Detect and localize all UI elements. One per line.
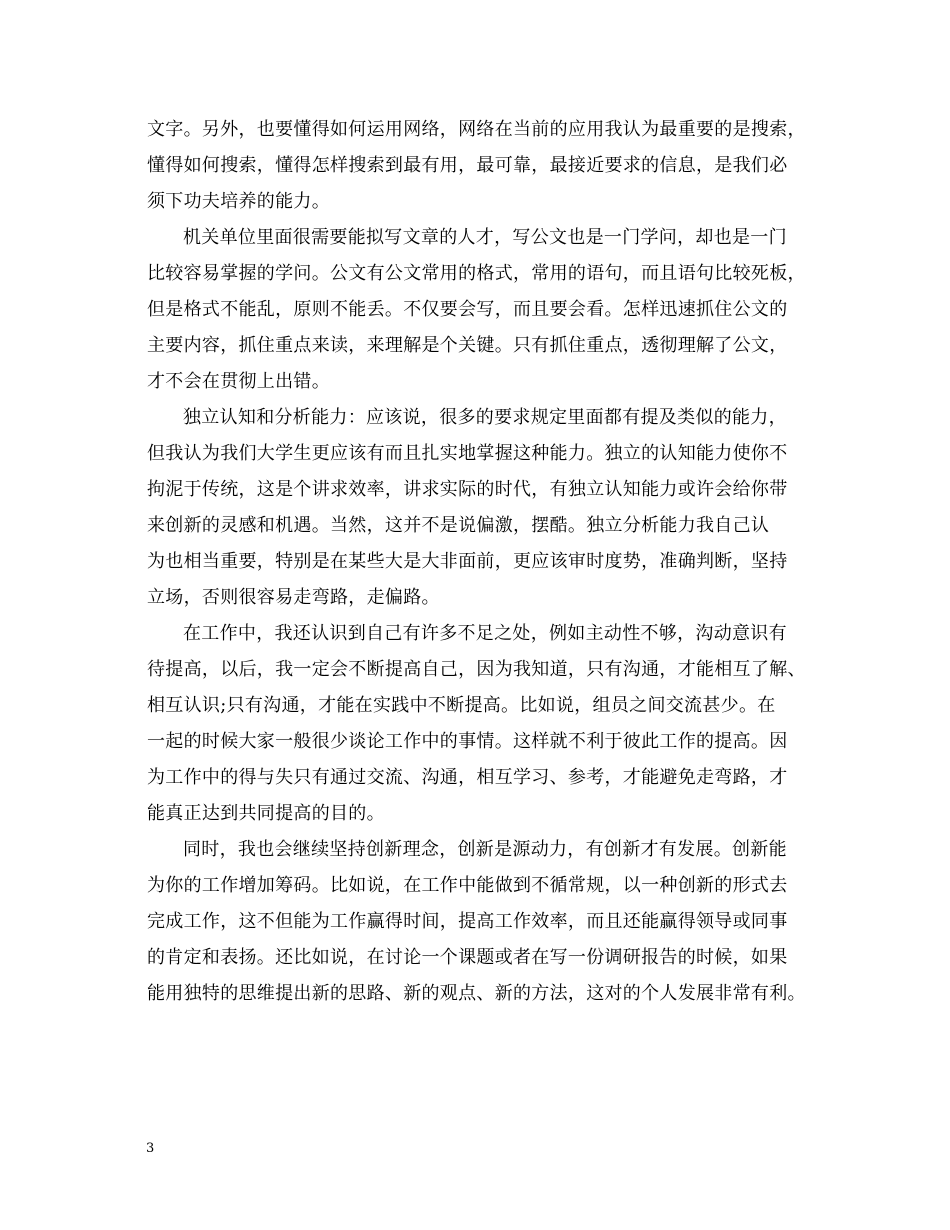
text-line: 来创新的灵感和机遇。当然，这并不是说偏激，摆酷。独立分析能力我自己认 bbox=[147, 515, 770, 536]
text-line: 比较容易掌握的学问。公文有公文常用的格式，常用的语句，而且语句比较死板， bbox=[147, 263, 806, 284]
text-line: 待提高，以后，我一定会不断提高自己，因为我知道，只有沟通，才能相互了解、 bbox=[147, 659, 806, 680]
text-line: 但是格式不能乱，原则不能丢。不仅要会写，而且要会看。怎样迅速抓住公文的 bbox=[147, 299, 788, 320]
text-line: 能真正达到共同提高的目的。 bbox=[147, 803, 385, 824]
text-line: 拘泥于传统，这是个讲求效率，讲求实际的时代，有独立认知能力或许会给你带 bbox=[147, 479, 788, 500]
text-line: 相互认识;只有沟通，才能在实践中不断提高。比如说，组员之间交流甚少。在 bbox=[147, 695, 776, 716]
text-line: 为工作中的得与失只有通过交流、沟通，相互学习、参考，才能避免走弯路，才 bbox=[147, 767, 788, 788]
paragraph-first-line: 同时，我也会继续坚持创新理念，创新是源动力，有创新才有发展。创新能 bbox=[183, 839, 787, 860]
page-number: 3 bbox=[146, 1141, 155, 1156]
paragraph-first-line: 独立认知和分析能力：应该说，很多的要求规定里面都有提及类似的能力， bbox=[183, 407, 787, 428]
paragraph-first-line: 在工作中，我还认识到自己有许多不足之处，例如主动性不够，沟动意识有 bbox=[183, 623, 787, 644]
text-line: 为你的工作增加筹码。比如说，在工作中能做到不循常规，以一种创新的形式去 bbox=[147, 875, 788, 896]
text-line: 的肯定和表扬。还比如说，在讨论一个课题或者在写一份调研报告的时候，如果 bbox=[147, 947, 788, 968]
text-line: 立场，否则很容易走弯路，走偏路。 bbox=[147, 587, 440, 608]
text-line: 懂得如何搜索，懂得怎样搜索到最有用，最可靠，最接近要求的信息，是我们必 bbox=[147, 155, 788, 176]
text-line: 主要内容，抓住重点来读，来理解是个关键。只有抓住重点，透彻理解了公文， bbox=[147, 335, 788, 356]
text-line: 但我认为我们大学生更应该有而且扎实地掌握这种能力。独立的认知能力使你不 bbox=[147, 443, 788, 464]
paragraph-first-line: 机关单位里面很需要能拟写文章的人才，写公文也是一门学问，却也是一门 bbox=[183, 227, 787, 248]
text-line: 才不会在贯彻上出错。 bbox=[147, 371, 330, 392]
text-line: 一起的时候大家一般很少谈论工作中的事情。这样就不利于彼此工作的提高。因 bbox=[147, 731, 788, 752]
text-line: 完成工作，这不但能为工作赢得时间，提高工作效率，而且还能赢得领导或同事 bbox=[147, 911, 788, 932]
text-line: 能用独特的思维提出新的思路、新的观点、新的方法，这对的个人发展非常有利。 bbox=[147, 983, 806, 1004]
text-line: 须下功夫培养的能力。 bbox=[147, 191, 330, 212]
text-line: 文字。另外，也要懂得如何运用网络，网络在当前的应用我认为最重要的是搜索， bbox=[147, 119, 806, 140]
text-line: 为也相当重要，特别是在某些大是大非面前，更应该审时度势，准确判断，坚持 bbox=[147, 551, 788, 572]
